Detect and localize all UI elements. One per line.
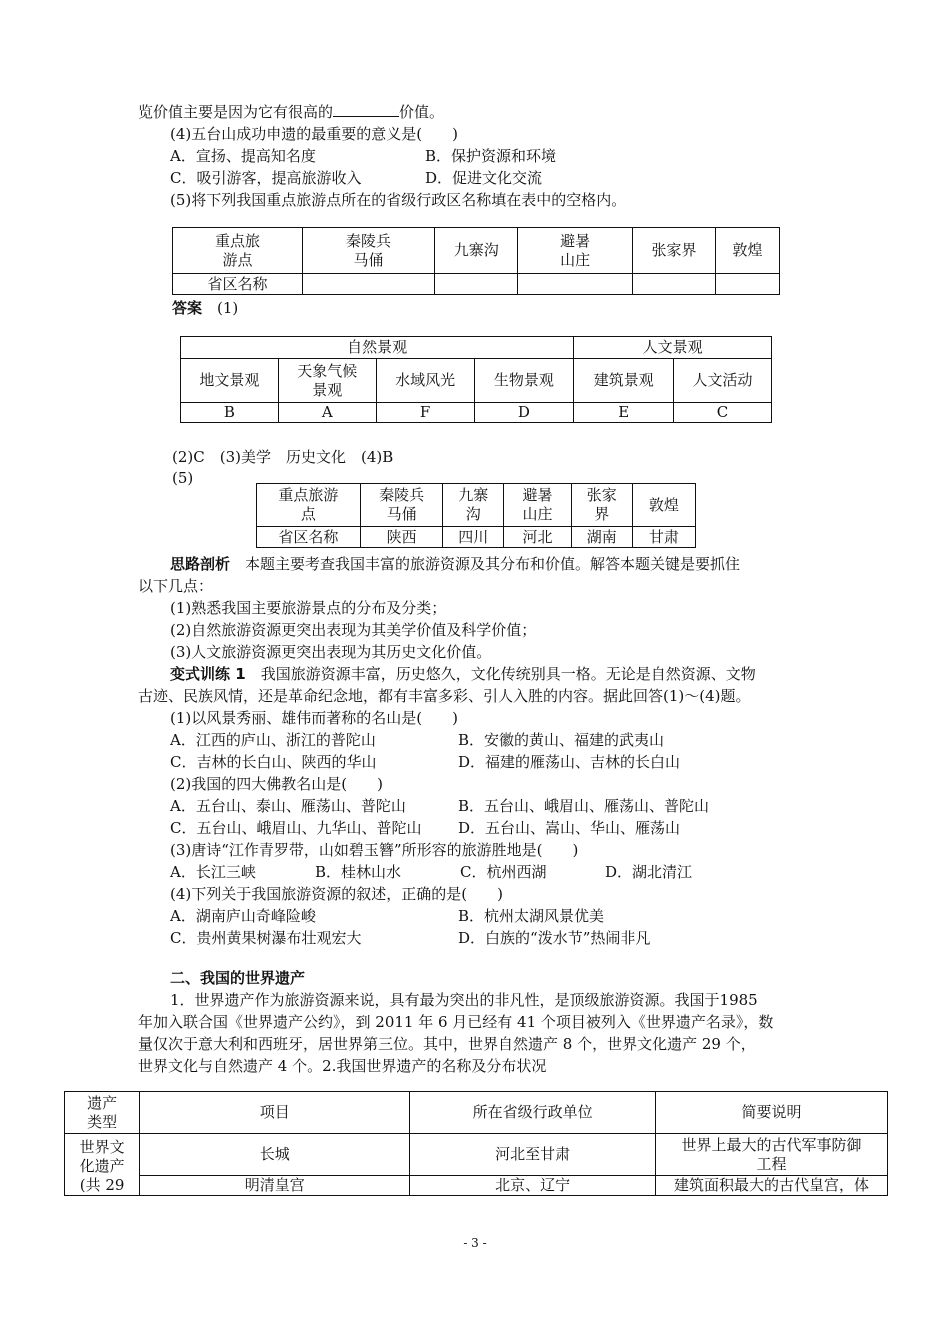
option-c: C．吉林的长白山、陕西的华山 xyxy=(170,753,377,771)
page-number: - 3 - xyxy=(463,1236,487,1250)
answer-line: 答案 (1) xyxy=(172,299,239,317)
paragraph-line: 量仅次于意大利和西班牙，居世界第三位。其中，世界自然遗产 8 个，世界文化遗产 29 个， xyxy=(138,1035,756,1053)
heritage-table: 遗产 类型 项目 所在省级行政单位 简要说明 世界文 化遗产 (共 29 长城 河北至甘肃 世界上最大的古代军事防御 工程 明清皇宫 北京、辽宁 建筑面积最大的古代皇宫，体 xyxy=(64,1091,888,1196)
option-b: B．五台山、峨眉山、雁荡山、普陀山 xyxy=(458,797,710,815)
option-c: C．杭州西湖 xyxy=(460,863,547,881)
exercise-q2: (2)我国的四大佛教名山是( ) xyxy=(170,775,383,793)
answer-2-4: (2)C (3)美学 历史文化 (4)B xyxy=(172,448,394,466)
exercise-q3: (3)唐诗“江作青罗带，山如碧玉簪”所形容的旅游胜地是( ) xyxy=(170,841,579,859)
analysis-point: (1)熟悉我国主要旅游景点的分布及分类； xyxy=(170,599,447,617)
text-line: 览价值主要是因为它有很高的 价值。 xyxy=(138,103,445,121)
question-4: (4)五台山成功申遗的最重要的意义是( ) xyxy=(170,125,458,143)
option-d: D．白族的“泼水节”热闹非凡 xyxy=(458,929,651,947)
option-c: C．五台山、峨眉山、九华山、普陀山 xyxy=(170,819,422,837)
analysis-line: 以下几点： xyxy=(138,577,214,595)
option-a: A．五台山、泰山、雁荡山、普陀山 xyxy=(170,797,406,815)
paragraph-line: 世界文化与自然遗产 4 个。2.我国世界遗产的名称及分布状况 xyxy=(138,1057,547,1075)
option-b: B．安徽的黄山、福建的武夷山 xyxy=(458,731,665,749)
answer-blank xyxy=(333,102,399,117)
exercise-q1: (1)以风景秀丽、雄伟而著称的名山是( ) xyxy=(170,709,458,727)
answer-table: 重点旅游 点 秦陵兵 马俑 九寨 沟 避暑 山庄 张家 界 敦煌 省区名称 陕西 四川 河北 湖南 甘肃 xyxy=(256,483,696,548)
analysis-point: (3)人文旅游资源更突出表现为其历史文化价值。 xyxy=(170,643,492,661)
option-d: D．促进文化交流 xyxy=(425,169,543,187)
option-b: B．桂林山水 xyxy=(315,863,402,881)
landscape-table: 自然景观 人文景观 地文景观 天象气候 景观 水域风光 生物景观 建筑景观 人文活动 B A F D E C xyxy=(180,336,772,423)
option-a: A．江西的庐山、浙江的普陀山 xyxy=(170,731,376,749)
option-a: A．湖南庐山奇峰险峻 xyxy=(170,907,316,925)
question-5: (5)将下列我国重点旅游点所在的省级行政区名称填在表中的空格内。 xyxy=(170,191,627,209)
paragraph-line: 年加入联合国《世界遗产公约》，到 2011 年 6 月已经有 41 个项目被列入《世界遗产名录》，数 xyxy=(138,1013,774,1031)
option-d: D．湖北清江 xyxy=(605,863,693,881)
exercise-intro: 变式训练 1 我国旅游资源丰富，历史悠久，文化传统别具一格。无论是自然资源、文物 xyxy=(170,665,756,683)
option-c: C．吸引游客，提高旅游收入 xyxy=(170,169,362,187)
option-a: A．宣扬、提高知名度 xyxy=(170,147,316,165)
exercise-intro: 古迹、民族风情，还是革命纪念地，都有丰富多彩、引人入胜的内容。据此回答(1)～(4)题。 xyxy=(138,687,751,705)
answer-5: (5) xyxy=(172,469,194,487)
option-d: D．五台山、嵩山、华山、雁荡山 xyxy=(458,819,681,837)
option-d: D．福建的雁荡山、吉林的长白山 xyxy=(458,753,681,771)
analysis-line: 思路剖析 本题主要考查我国丰富的旅游资源及其分布和价值。解答本题关键是要抓住 xyxy=(170,555,741,573)
option-a: A．长江三峡 xyxy=(170,863,256,881)
option-b: B．保护资源和环境 xyxy=(425,147,557,165)
paragraph-line: 1．世界遗产作为旅游资源来说，具有最为突出的非凡性，是顶级旅游资源。我国于1985 xyxy=(170,991,758,1009)
section-heading: 二、我国的世界遗产 xyxy=(170,969,306,987)
analysis-point: (2)自然旅游资源更突出表现为其美学价值及科学价值； xyxy=(170,621,537,639)
option-c: C．贵州黄果树瀑布壮观宏大 xyxy=(170,929,362,947)
exercise-q4: (4)下列关于我国旅游资源的叙述，正确的是( ) xyxy=(170,885,503,903)
fill-table: 重点旅 游点 秦陵兵 马俑 九寨沟 避暑 山庄 张家界 敦煌 省区名称 xyxy=(172,227,780,295)
option-b: B．杭州太湖风景优美 xyxy=(458,907,605,925)
